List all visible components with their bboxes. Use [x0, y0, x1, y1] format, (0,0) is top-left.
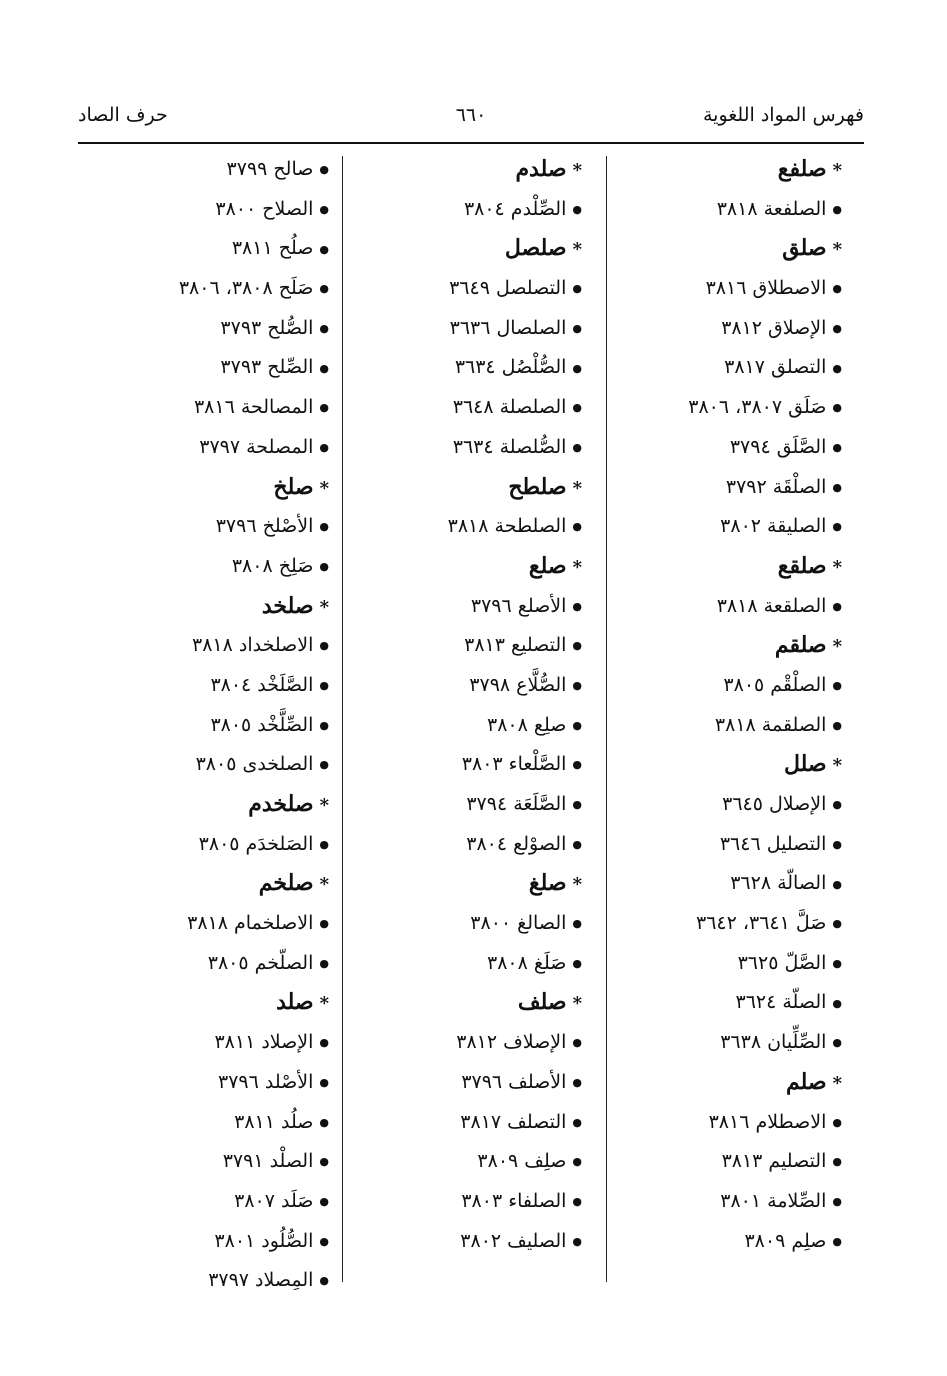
index-entry: [79, 706, 329, 746]
index-entry: [610, 1142, 842, 1182]
bullet-icon: ●: [319, 361, 329, 375]
asterisk-icon: *: [572, 160, 582, 181]
entry-text: التصليل ٣٦٤٦: [719, 832, 827, 855]
entry-text: الأصلف ٣٧٩٦: [461, 1070, 567, 1093]
bullet-icon: ●: [572, 520, 582, 534]
index-entry: [352, 666, 582, 706]
index-entry: [352, 1142, 582, 1182]
asterisk-icon: *: [319, 795, 329, 816]
asterisk-icon: *: [832, 239, 842, 261]
entry-text: الصلّخم ٣٨٠٥: [207, 951, 314, 974]
bullet-icon: ●: [832, 837, 842, 851]
index-entry: [352, 706, 582, 746]
bullet-icon: ●: [572, 639, 582, 653]
index-entry: [610, 983, 842, 1023]
asterisk-icon: *: [319, 993, 329, 1015]
root-heading: [610, 150, 842, 190]
root-word: صلخدم: [248, 791, 314, 817]
bullet-icon: ●: [572, 1155, 582, 1169]
bullet-icon: ●: [319, 321, 329, 335]
header-rule: [78, 142, 864, 144]
entry-text: الصُّلَّاع ٣٧٩٨: [469, 673, 567, 696]
root-word: صلقم: [774, 632, 827, 659]
entry-text: الصِّلْدم ٣٨٠٤: [463, 197, 567, 220]
index-entry: [352, 1103, 582, 1143]
bullet-icon: ●: [572, 1195, 582, 1209]
index-entry: [610, 666, 842, 706]
index-entry: [610, 944, 842, 984]
index-entry: [79, 1063, 329, 1103]
entry-text: صَلَق ٣٨٠٧، ٣٨٠٦: [688, 396, 827, 419]
bullet-icon: ●: [572, 956, 582, 970]
bullet-icon: ●: [572, 798, 582, 812]
bullet-icon: ●: [319, 1195, 329, 1209]
root-word: صلفع: [777, 156, 827, 182]
column-divider: [606, 156, 607, 1282]
asterisk-icon: *: [319, 874, 329, 896]
root-heading: [610, 547, 842, 587]
entry-text: الصلقمة ٣٨١٨: [714, 713, 827, 736]
bullet-icon: ●: [319, 163, 329, 177]
index-entry: [352, 825, 582, 865]
asterisk-icon: *: [572, 556, 582, 578]
index-entry: [79, 745, 329, 785]
entry-text: الصلْقَة ٣٧٩٢: [725, 475, 827, 498]
index-entry: [610, 706, 842, 746]
asterisk-icon: *: [572, 874, 582, 896]
index-entry: [79, 1142, 329, 1182]
bullet-icon: ●: [832, 1234, 842, 1248]
bullet-icon: ●: [572, 837, 582, 851]
root-heading: [352, 229, 582, 269]
bullet-icon: ●: [319, 560, 329, 574]
bullet-icon: ●: [319, 1274, 329, 1288]
root-heading: [79, 864, 329, 904]
entry-text: الصلخدى ٣٨٠٥: [195, 753, 314, 776]
root-heading: [610, 1063, 842, 1103]
asterisk-icon: *: [572, 477, 582, 499]
asterisk-icon: *: [832, 160, 842, 181]
bullet-icon: ●: [832, 321, 842, 335]
root-word: صلقع: [777, 552, 827, 579]
entry-text: التصلق ٣٨١٧: [724, 356, 827, 379]
index-entry: [352, 785, 582, 825]
entry-text: صَلَّ ٣٦٤١، ٣٦٤٢: [696, 912, 827, 935]
index-entry: [352, 348, 582, 388]
bullet-icon: ●: [572, 1234, 582, 1248]
index-entry: [610, 587, 842, 627]
bullet-icon: ●: [319, 917, 329, 931]
index-entry: [610, 1182, 842, 1222]
bullet-icon: ●: [572, 599, 582, 613]
root-heading: [610, 229, 842, 269]
root-word: صلل: [783, 751, 827, 778]
root-heading: [352, 983, 582, 1023]
entry-text: صلُح ٣٨١١: [231, 237, 314, 260]
index-entry: [79, 1261, 329, 1301]
bullet-icon: ●: [319, 1075, 329, 1089]
index-entry: [610, 864, 842, 904]
entry-text: صَلِخ ٣٨٠٨: [231, 554, 314, 577]
bullet-icon: ●: [319, 837, 329, 851]
index-entry: [79, 150, 329, 190]
entry-text: التصليم ٣٨١٣: [721, 1150, 827, 1173]
root-heading: [79, 587, 329, 627]
entry-text: الصالّة ٣٦٢٨: [730, 872, 827, 895]
bullet-icon: ●: [319, 242, 329, 256]
entry-text: صَلَد ٣٨٠٧: [234, 1189, 314, 1212]
entry-text: الصلقعة ٣٨١٨: [716, 594, 827, 617]
entry-text: الاصلخمام ٣٨١٨: [187, 912, 314, 935]
index-entry: [352, 269, 582, 309]
bullet-icon: ●: [832, 956, 842, 970]
index-column-middle: [352, 150, 582, 1261]
index-entry: [610, 1222, 842, 1262]
index-entry: [79, 1222, 329, 1262]
bullet-icon: ●: [319, 1036, 329, 1050]
index-entry: [352, 1023, 582, 1063]
root-word: صلف: [517, 989, 567, 1016]
entry-text: الصَّلّ ٣٦٢٥: [737, 951, 827, 974]
entry-text: الإصلال ٣٦٤٥: [722, 793, 827, 815]
entry-text: الاصطلاق ٣٨١٦: [705, 277, 827, 300]
index-entry: [79, 507, 329, 547]
entry-text: صَلَح ٣٨٠٨، ٣٨٠٦: [178, 277, 314, 300]
index-entry: [352, 388, 582, 428]
bullet-icon: ●: [832, 718, 842, 732]
entry-text: التصلف ٣٨١٧: [460, 1110, 567, 1133]
root-heading: [352, 468, 582, 508]
bullet-icon: ●: [832, 361, 842, 375]
entry-text: صلِم ٣٨٠٩: [744, 1229, 827, 1252]
entry-text: الإصلاف ٣٨١٢: [456, 1031, 567, 1054]
index-entry: [610, 468, 842, 508]
bullet-icon: ●: [832, 877, 842, 891]
root-heading: [352, 864, 582, 904]
index-entry: [79, 825, 329, 865]
bullet-icon: ●: [319, 440, 329, 454]
index-entry: [79, 428, 329, 468]
index-entry: [352, 1182, 582, 1222]
entry-text: الصِّلامة ٣٨٠١: [720, 1189, 827, 1212]
root-word: صلدم: [515, 156, 567, 182]
bullet-icon: ●: [319, 1155, 329, 1169]
bullet-icon: ●: [319, 520, 329, 534]
bullet-icon: ●: [572, 440, 582, 454]
entry-text: الصُّلح ٣٧٩٣: [220, 316, 314, 339]
root-heading: [352, 547, 582, 587]
root-heading: [610, 626, 842, 666]
entry-text: الإصلاق ٣٨١٢: [721, 316, 827, 339]
entry-text: الصُّلْصُل ٣٦٣٤: [454, 356, 567, 379]
entry-text: الاصطلام ٣٨١٦: [708, 1110, 827, 1133]
index-entry: [352, 626, 582, 666]
entry-text: الأصلع ٣٧٩٦: [470, 594, 567, 617]
entry-text: الصُّلُود ٣٨٠١: [214, 1229, 314, 1252]
index-entry: [352, 745, 582, 785]
root-word: صلخم: [258, 870, 314, 897]
index-entry: [79, 547, 329, 587]
root-word: صلخد: [261, 592, 314, 619]
entry-text: صلُد ٣٨١١: [234, 1110, 314, 1133]
entry-text: الصوْلع ٣٨٠٤: [466, 832, 567, 855]
entry-text: الإصلاد ٣٨١١: [214, 1031, 314, 1054]
entry-text: الصلاح ٣٨٠٠: [215, 197, 314, 220]
bullet-icon: ●: [572, 282, 582, 296]
index-entry: [352, 1222, 582, 1262]
index-entry: [610, 190, 842, 230]
index-entry: [79, 944, 329, 984]
asterisk-icon: *: [319, 477, 329, 499]
asterisk-icon: *: [319, 596, 329, 618]
bullet-icon: ●: [319, 401, 329, 415]
bullet-icon: ●: [319, 1234, 329, 1248]
bullet-icon: ●: [572, 361, 582, 375]
index-entry: [352, 190, 582, 230]
root-word: صلم: [785, 1068, 827, 1095]
index-entry: [79, 626, 329, 666]
root-heading: [79, 468, 329, 508]
entry-text: صالح ٣٧٩٩: [226, 158, 314, 180]
entry-text: صلِع ٣٨٠٨: [486, 713, 567, 736]
asterisk-icon: *: [832, 755, 842, 777]
entry-text: الصَّلَعَة ٣٧٩٤: [466, 793, 567, 815]
section-title: حرف الصاد: [78, 104, 168, 126]
entry-text: الصلفاء ٣٨٠٣: [461, 1189, 567, 1212]
entry-text: الصلصال ٣٦٣٦: [449, 316, 567, 339]
index-entry: [79, 309, 329, 349]
bullet-icon: ●: [572, 1075, 582, 1089]
index-entry: [79, 348, 329, 388]
index-entry: [610, 904, 842, 944]
index-entry: [610, 309, 842, 349]
bullet-icon: ●: [832, 1036, 842, 1050]
page-header: [78, 100, 864, 136]
index-entry: [610, 348, 842, 388]
index-entry: [79, 1182, 329, 1222]
book-title: فهرس المواد اللغوية: [702, 104, 864, 126]
entry-text: الصلصلة ٣٦٤٨: [452, 396, 567, 419]
index-entry: [610, 1023, 842, 1063]
bullet-icon: ●: [832, 1155, 842, 1169]
bullet-icon: ●: [572, 917, 582, 931]
asterisk-icon: *: [832, 636, 842, 658]
bullet-icon: ●: [832, 480, 842, 494]
index-entry: [79, 388, 329, 428]
index-entry: [352, 944, 582, 984]
bullet-icon: ●: [319, 1115, 329, 1129]
index-entry: [610, 428, 842, 468]
entry-text: الصِّلَّخْد ٣٨٠٥: [210, 713, 314, 736]
entry-text: التصليع ٣٨١٣: [464, 634, 567, 657]
index-entry: [79, 1023, 329, 1063]
bullet-icon: ●: [319, 639, 329, 653]
entry-text: الصِّلِّيان ٣٦٣٨: [720, 1031, 827, 1054]
bullet-icon: ●: [832, 440, 842, 454]
entry-text: المِصلاد ٣٧٩٧: [208, 1269, 314, 1292]
root-word: صلق: [782, 235, 827, 262]
bullet-icon: ●: [832, 599, 842, 613]
root-word: صلع: [528, 552, 567, 579]
bullet-icon: ●: [832, 679, 842, 693]
index-entry: [610, 269, 842, 309]
asterisk-icon: *: [832, 556, 842, 578]
index-entry: [352, 904, 582, 944]
bullet-icon: ●: [832, 202, 842, 216]
bullet-icon: ●: [319, 758, 329, 772]
entry-text: الصلْقْم ٣٨٠٥: [723, 673, 827, 696]
index-entry: [352, 428, 582, 468]
entry-text: الأصْلخ ٣٧٩٦: [215, 515, 314, 538]
entry-text: الاصلخداد ٣٨١٨: [192, 634, 314, 657]
column-divider: [342, 156, 343, 1282]
bullet-icon: ●: [572, 758, 582, 772]
bullet-icon: ●: [832, 520, 842, 534]
bullet-icon: ●: [572, 401, 582, 415]
entry-text: التصلصل ٣٦٤٩: [449, 277, 567, 300]
bullet-icon: ●: [832, 798, 842, 812]
bullet-icon: ●: [572, 202, 582, 216]
asterisk-icon: *: [572, 993, 582, 1015]
entry-text: الصلّة ٣٦٢٤: [735, 991, 827, 1014]
bullet-icon: ●: [572, 1036, 582, 1050]
index-column-right: [79, 150, 329, 1301]
entry-text: صَلَغ ٣٨٠٨: [486, 951, 567, 974]
bullet-icon: ●: [832, 282, 842, 296]
bullet-icon: ●: [572, 321, 582, 335]
index-entry: [79, 269, 329, 309]
asterisk-icon: *: [832, 1072, 842, 1094]
bullet-icon: ●: [832, 1195, 842, 1209]
entry-text: الأصْلد ٣٧٩٦: [218, 1070, 314, 1093]
bullet-icon: ●: [832, 917, 842, 931]
entry-text: المصلحة ٣٧٩٧: [199, 435, 314, 458]
entry-text: الصلطحة ٣٨١٨: [447, 515, 567, 538]
entry-text: الصُّلصلة ٣٦٣٤: [452, 435, 567, 458]
index-column-left: [610, 150, 842, 1261]
index-entry: [610, 785, 842, 825]
entry-text: الصَّلْعاء ٣٨٠٣: [461, 753, 567, 776]
entry-text: الصَّلَق ٣٧٩٤: [729, 435, 827, 458]
entry-text: صلِف ٣٨٠٩: [477, 1150, 567, 1173]
index-entry: [352, 507, 582, 547]
root-heading: [610, 745, 842, 785]
index-entry: [610, 388, 842, 428]
index-entry: [610, 825, 842, 865]
page-number: ٦٦٠: [455, 104, 487, 126]
asterisk-icon: *: [572, 239, 582, 261]
entry-text: الصَّلَخْد ٣٨٠٤: [210, 673, 314, 696]
root-word: صلغ: [528, 870, 567, 897]
entry-text: الصِّلح ٣٧٩٣: [220, 356, 314, 379]
bullet-icon: ●: [319, 718, 329, 732]
bullet-icon: ●: [572, 718, 582, 732]
entry-text: الصلفعة ٣٨١٨: [716, 197, 827, 220]
root-word: صلخ: [273, 473, 314, 500]
index-entry: [79, 229, 329, 269]
bullet-icon: ●: [572, 1115, 582, 1129]
index-entry: [610, 507, 842, 547]
bullet-icon: ●: [319, 679, 329, 693]
root-heading: [79, 785, 329, 825]
bullet-icon: ●: [319, 956, 329, 970]
bullet-icon: ●: [832, 996, 842, 1010]
root-word: صلصل: [504, 235, 567, 262]
root-heading: [79, 983, 329, 1023]
root-heading: [352, 150, 582, 190]
bullet-icon: ●: [319, 282, 329, 296]
index-entry: [352, 587, 582, 627]
index-entry: [79, 190, 329, 230]
index-entry: [352, 1063, 582, 1103]
bullet-icon: ●: [832, 1115, 842, 1129]
entry-text: الصلْد ٣٧٩١: [222, 1150, 314, 1173]
index-entry: [352, 309, 582, 349]
bullet-icon: ●: [319, 202, 329, 216]
entry-text: الصَلخدَم ٣٨٠٥: [198, 832, 314, 855]
root-word: صلد: [276, 989, 314, 1016]
entry-text: المصالحة ٣٨١٦: [193, 396, 314, 419]
bullet-icon: ●: [572, 679, 582, 693]
entry-text: الصالغ ٣٨٠٠: [470, 912, 567, 935]
index-entry: [79, 666, 329, 706]
bullet-icon: ●: [832, 401, 842, 415]
entry-text: الصليقة ٣٨٠٢: [720, 515, 827, 538]
index-entry: [79, 904, 329, 944]
index-entry: [79, 1103, 329, 1143]
index-entry: [610, 1103, 842, 1143]
root-word: صلطح: [508, 473, 567, 500]
entry-text: الصليف ٣٨٠٢: [460, 1229, 567, 1252]
